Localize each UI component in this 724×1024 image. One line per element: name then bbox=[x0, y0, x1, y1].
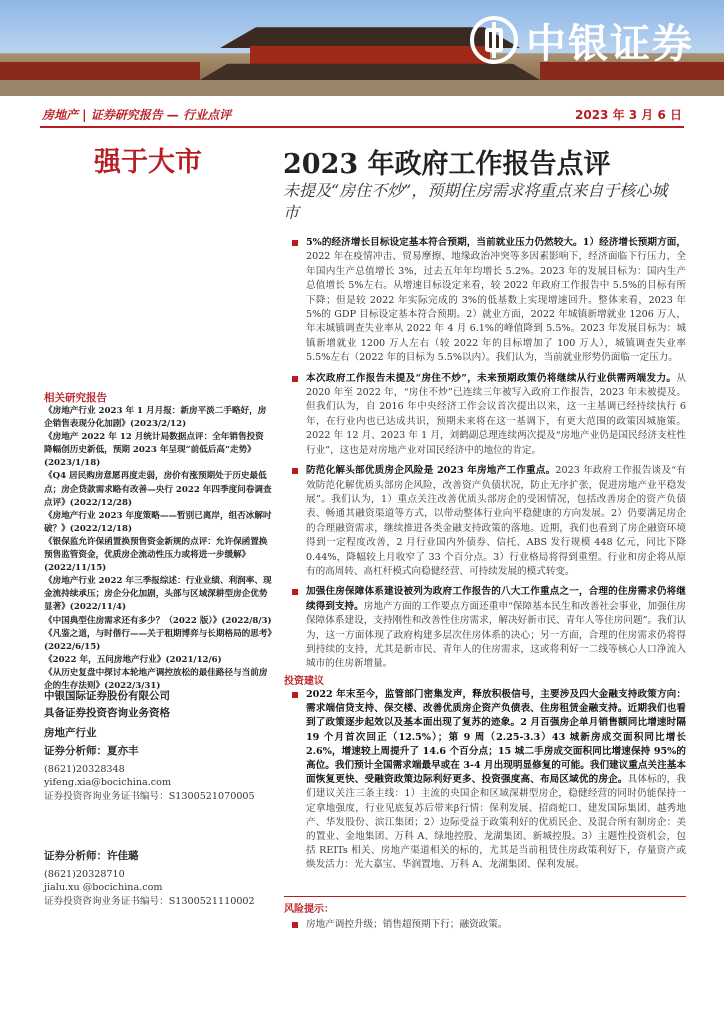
related-report[interactable]: 《凡鉴之道，与时偕行——关于租期博弈与长期格局的思考》(2022/6/15) bbox=[44, 628, 272, 652]
bank-logo-icon bbox=[470, 16, 518, 64]
header-banner bbox=[0, 0, 724, 96]
related-report[interactable]: 《房地产行业 2022 年三季报综述：行业业绩、利润率、现金流持续承压；房企分化加剧，头部与区域深耕型房企优势显著》(2022/11/4) bbox=[44, 576, 272, 613]
invest-bold: 2022 年末至今，监管部门密集发声，释放积极信号，主要涉及四大金融支持政策方向：需求端信贷支持、保交楼、改善优质房企资产负债表、住房租赁金融支持。近期我们也看到了政策逐步起效以及基本面出现了复苏的迹象。2 月百强房企单月销售额同比增速时隔 19 个月首次回正（12.5%）；第 9 周（2.25-3.3）43 城新房成交面积同比增长 2.6%，增速较上周提升了 14.6 个百分点；15 城二手房成交面积同比增速保持 95%的高位。我们预计全国需求端最早或在 3-4 月出现明显修复的可能。我们建议重点关注基本面恢复更快、受融资政策边际利好更多、投资强度高、布局区域优的房企。 bbox=[306, 689, 686, 786]
analyst-phone: (8621)20328710 bbox=[44, 868, 125, 880]
analyst-card bbox=[44, 745, 274, 803]
analyst-card bbox=[44, 850, 274, 908]
related-report[interactable]: 《从历史复盘中探讨本轮地产调控放松的最佳路径与当前房企的生存法则》(2022/3/31) bbox=[44, 667, 268, 691]
risk-list bbox=[306, 918, 686, 938]
related-research-heading: 相关研究报告 bbox=[44, 392, 107, 404]
company-block bbox=[44, 688, 274, 722]
bullet-square-icon bbox=[292, 922, 298, 928]
bullet-square-icon bbox=[292, 376, 298, 382]
key-point-bold: 加强住房保障体系建设被列为政府工作报告的八大工作重点之一，合理的住房需求仍将继续得到支持。 bbox=[306, 586, 686, 612]
related-report[interactable]: 《Q4 居民购房意愿再度走弱，房价有涨预期处于历史最低点；房企贷款需求略有改善—央行 2022 年四季度问卷调查点评》(2022/12/28) bbox=[44, 471, 272, 508]
key-point-bold: 本次政府工作报告未提及“房住不炒”，未来预期政策仍将继续从行业供需两端发力。 bbox=[306, 372, 677, 384]
analyst-email[interactable]: jialu.xu @bocichina.com bbox=[44, 882, 163, 893]
company-name: 中银国际证券股份有限公司 bbox=[44, 690, 170, 702]
bullet-square-icon bbox=[292, 589, 298, 595]
risk-point bbox=[306, 918, 686, 932]
related-report[interactable]: 《房地产行业 2023 年 1 月月报：新房平淡二手略好，房企销售表现分化加剧》(2023/2/12) bbox=[44, 406, 267, 430]
key-point-bold: 防范化解头部优质房企风险是 2023 年房地产工作重点。 bbox=[306, 465, 556, 477]
bullet-square-icon bbox=[292, 468, 298, 474]
analyst-name: 证券分析师：许佳璐 bbox=[44, 850, 139, 862]
risk-divider bbox=[284, 896, 686, 897]
palace-left-wing-graphic bbox=[0, 62, 200, 82]
industry-rating: 强于大市 bbox=[94, 147, 202, 178]
bullet-square-icon bbox=[292, 692, 298, 698]
related-research-list bbox=[44, 405, 272, 693]
report-header-bar bbox=[40, 100, 684, 128]
analyst-phone: (8621)20328348 bbox=[44, 763, 125, 775]
related-report[interactable]: 《2022 年，五问房地产行业》(2021/12/6) bbox=[44, 654, 222, 665]
risk-text: 房地产调控升级；销售超预期下行；融资政策。 bbox=[306, 919, 508, 930]
analyst-email[interactable]: yifeng.xia@bocichina.com bbox=[44, 777, 172, 788]
report-title: 2023 年政府工作报告点评 bbox=[283, 149, 611, 180]
key-point bbox=[306, 585, 686, 671]
analyst-cert: 证券投资咨询业务证书编号：S1300521070005 bbox=[44, 790, 255, 802]
related-report[interactable]: 《房地产行业 2023 年度策略——暂别已离岸，组否冰解吋破？》(2022/12/18) bbox=[44, 510, 272, 534]
coverage-industry: 房地产行业 bbox=[44, 727, 97, 739]
key-point-bold: 5%的经济增长目标设定基本符合预期，当前就业压力仍然较大。1）经济增长预期方面， bbox=[306, 237, 686, 248]
analyst-name: 证券分析师：夏亦丰 bbox=[44, 745, 139, 757]
invest-heading: 投资建议 bbox=[284, 676, 324, 687]
brand-name: 中银证券 bbox=[526, 20, 694, 67]
related-report[interactable]: 《中国典型住房需求还有多少？（2022 版）》(2022/8/3) bbox=[44, 615, 272, 626]
risk-heading: 风险提示： bbox=[284, 904, 334, 915]
key-point bbox=[306, 372, 686, 458]
key-point-text: 2023 年政府工作报告谈及“有效防范化解优质头部房企风险，改善资产负债状况，防止无序扩张，促进房地产业平稳发展”。我们认为，1）重点关注改善优质头部房企的受困情况，包括改善房企的资产负债表、畅通其融资渠道等方式，以带动整体行业向平稳健康的方向发展。2）仍要满足房企的合理融资需求，继续推进各类金融支持政策的落地。近期，我们也看到了房企融资环境得到一定程度改善，2 月行业国内外债券、信托、ABS 发行规模 448 亿元，同比下降 0.44%，降幅较上月收窄了 33 个百分点。3）行业格局将得到重塑。行业和房企将从原有的高周转、高杠杆模式向稳健经营、可持续发展的模式转变。 bbox=[306, 465, 686, 577]
report-subtitle: 未提及“房住不炒”，预期住房需求将重点来自于核心城市 bbox=[283, 181, 668, 222]
related-report[interactable]: 《房地产 2022 年 12 月统计局数据点评：全年销售投资降幅创历史新低，预期 2023 年呈现“前低后高”走势》(2023/1/18) bbox=[44, 432, 264, 469]
report-date: 2023 年 3 月 6 日 bbox=[575, 108, 682, 122]
analyst-cert: 证券投资咨询业务证书编号：S1300521110002 bbox=[44, 895, 255, 907]
key-point bbox=[306, 464, 686, 579]
related-report[interactable]: 《银保监允许保函置换预售资金新规的点评：允许保函置换预售监管资金，优质房企流动性压力或将进一步缓解》(2022/11/15) bbox=[44, 536, 268, 574]
key-point bbox=[306, 236, 686, 366]
key-point-text: 2022 年在疫情冲击、贸易摩擦、地缘政治冲突等多因素影响下，经济面临下行压力，全年国内生产总值增长 3%，过去五年年均增长 5.2%。2023 年的发展目标为：国内生产总值增长 5%左右。从增速目标设定来看，较 2022 年政府工作报告中 5.5%的目标有所下降；但是较 2022 年实际完成的 3%的低基数上实现增速回升。整体来看，2023 年 5%的 GDP 目标设定基本符合预期。2）就业方面，2022 年城镇新增就业 1206 万人，年末城镇调查失业率从 2022 年 4 月 6.1%的峰值降到 5.5%。2023 年发展目标为：城镇新增就业 1200 万人左右（较 2022 年的目标增加了 100 万人），城镇调查失业率 5.5%左右（2022 年的目标为 5.5%以内）。我们认为，当前就业形势仍面临一定压力。 bbox=[306, 251, 686, 364]
company-qualification: 具备证券投资咨询业务资格 bbox=[44, 707, 170, 719]
courtyard-graphic bbox=[0, 80, 724, 96]
key-points bbox=[306, 236, 686, 678]
invest-text: 具体标的，我们建议关注三条主线：1）主流的央国企和区域深耕型房企，稳健经营的同时仍能保持一定拿地强度，行业见底复苏后带来β行情：保利发展、招商蛇口、建发国际集团、越秀地产、华发股份、滨江集团；2）边际受益于政策利好的优质民企、及混合所有制房企：美的置业、金地集团、万科 A、绿地控股、龙湖集团、新城控股。3）主题性投资机会，包括 REITs 相关、房地产渠道相关的标的，尤其是当前租赁住房政策利好下，存量资产或焕发活力：光大嘉宝、华润置地、万科 A、龙湖集团、保利发展。 bbox=[306, 774, 687, 871]
report-category: 房地产 | 证券研究报告 — 行业点评 bbox=[42, 108, 232, 122]
key-point-text: 从 2020 年至 2022 年，“房住不炒”已连续三年被写入政府工作报告，2023 年未被提及。但我们认为，自 2016 年中央经济工作会议首次提出以来，这一主基调已经持续执行 6 年，在行业内也已达成共识，预期未来将在这一基调下，有更大范围的政策因城施策。2022 年 12 月、2023 年 1 月，刘鹤副总理连续两次提及“房地产业仍是国民经济支柱性行业”，这也是对房地产业对国民经济中的地位的肯定。 bbox=[306, 372, 686, 456]
invest-point bbox=[306, 688, 686, 873]
key-point-text: 房地产方面的工作要点方面还重申“保障基本民生和改善社会事业，加强住房保障体系建设，支持刚性和改善性住房需求，解决好新市民、青年人等住房问题”。我们认为，这一方面体现了政府构建多层次住房体系的决心；另一方面，合理的住房需求仍将得到持续的支持，尤其是新市民、青年人的住房需求，这或将利好一二线等核心人口净流入城市的住房新增量。 bbox=[306, 600, 687, 670]
brand-logo bbox=[470, 10, 694, 70]
bullet-square-icon bbox=[292, 240, 298, 246]
invest-advice bbox=[306, 688, 686, 879]
